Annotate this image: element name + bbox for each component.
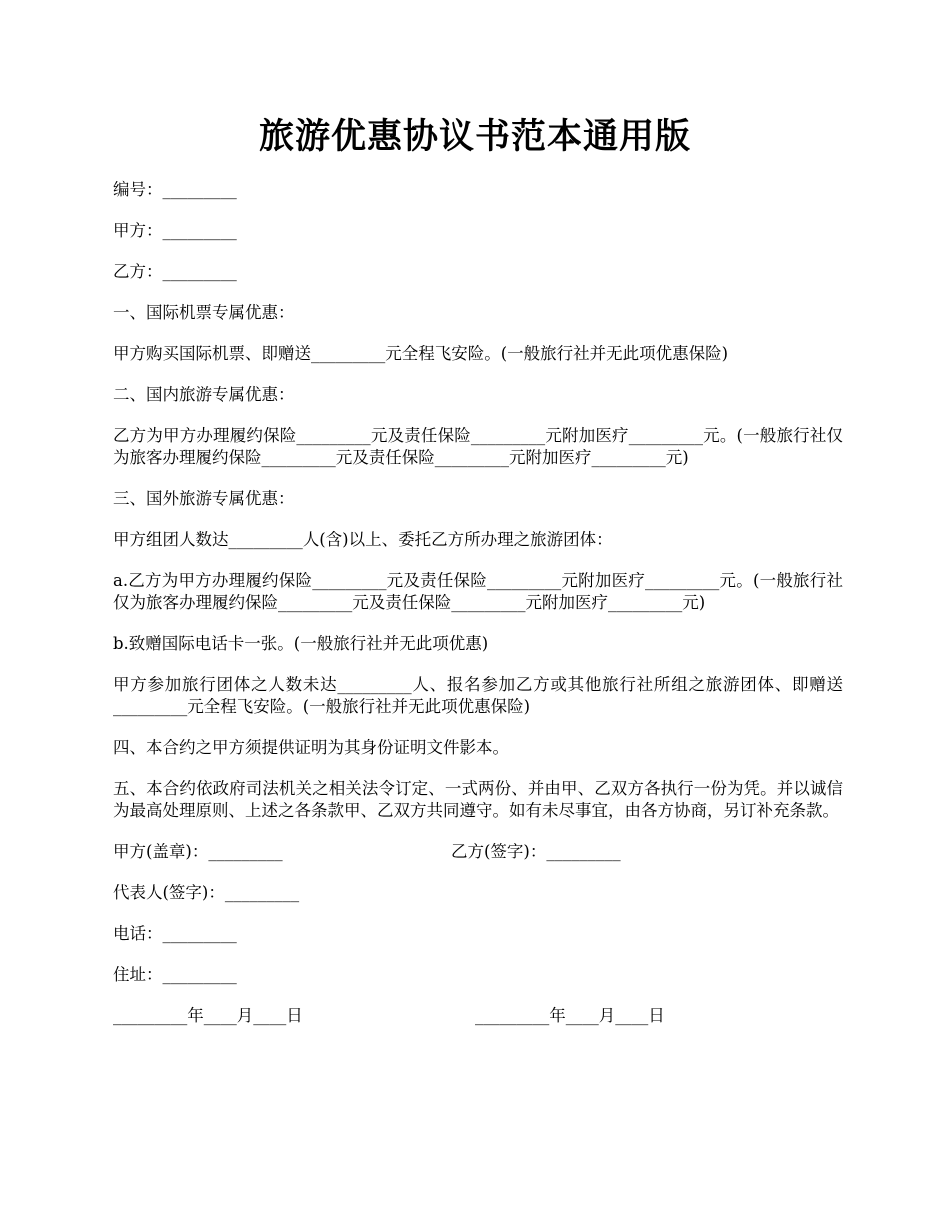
section-1-heading: 一、国际机票专属优惠：: [113, 303, 295, 322]
party-a-field: 甲方：_________: [113, 221, 237, 240]
section-3-heading: 三、国外旅游专属优惠：: [113, 489, 295, 508]
date-field-a: _________年____月____日: [113, 1006, 303, 1025]
section-3-intro: 甲方组团人数达_________人(含)以上、委托乙方所办理之旅游团体：: [113, 530, 613, 549]
date-row: [113, 1005, 843, 1027]
section-3-item-b: b.致赠国际电话卡一张。(一般旅行社并无此项优惠): [113, 634, 489, 653]
section-1-text: 甲方购买国际机票、即赠送_________元全程飞安险。(一般旅行社并无此项优惠保险): [113, 344, 729, 363]
phone-field: 电话：_________: [113, 924, 237, 943]
section-2-text: 乙方为甲方办理履约保险_________元及责任保险_________元附加医疗_________元。(一般旅行社仅为旅客办理履约保险_________元及责任保险_________元附加医疗_________元): [113, 426, 843, 467]
document-body: [113, 179, 843, 1046]
section-2-heading: 二、国内旅游专属优惠：: [113, 385, 295, 404]
number-field: 编号：_________: [113, 180, 237, 199]
section-3-item-c: 甲方参加旅行团体之人数未达_________人、报名参加乙方或其他旅行社所组之旅游团体、即赠送_________元全程飞安险。(一般旅行社并无此项优惠保险): [113, 675, 843, 716]
document-title: 旅游优惠协议书范本通用版: [258, 116, 691, 157]
section-3-item-a: a.乙方为甲方办理履约保险_________元及责任保险_________元附加医疗_________元。(一般旅行社仅为旅客办理履约保险_________元及责任保险_________元附加医疗_________元): [113, 571, 843, 612]
party-b-sign-field: 乙方(签字)：_________: [451, 842, 621, 861]
representative-field: 代表人(签字)：_________: [113, 883, 300, 902]
date-field-b: _________年____月____日: [475, 1006, 665, 1025]
signature-row: [113, 841, 843, 863]
party-a-seal-field: 甲方(盖章)：_________: [113, 842, 283, 861]
section-5-text: 五、本合约依政府司法机关之相关法令订定、一式两份、并由甲、乙双方各执行一份为凭。并以诚信为最高处理原则、上述之各条款甲、乙双方共同遵守。如有未尽事宜，由各方协商，另订补充条款。: [113, 779, 843, 820]
address-field: 住址：_________: [113, 965, 237, 984]
section-4-text: 四、本合约之甲方须提供证明为其身份证明文件影本。: [113, 738, 509, 757]
party-b-field: 乙方：_________: [113, 262, 237, 281]
